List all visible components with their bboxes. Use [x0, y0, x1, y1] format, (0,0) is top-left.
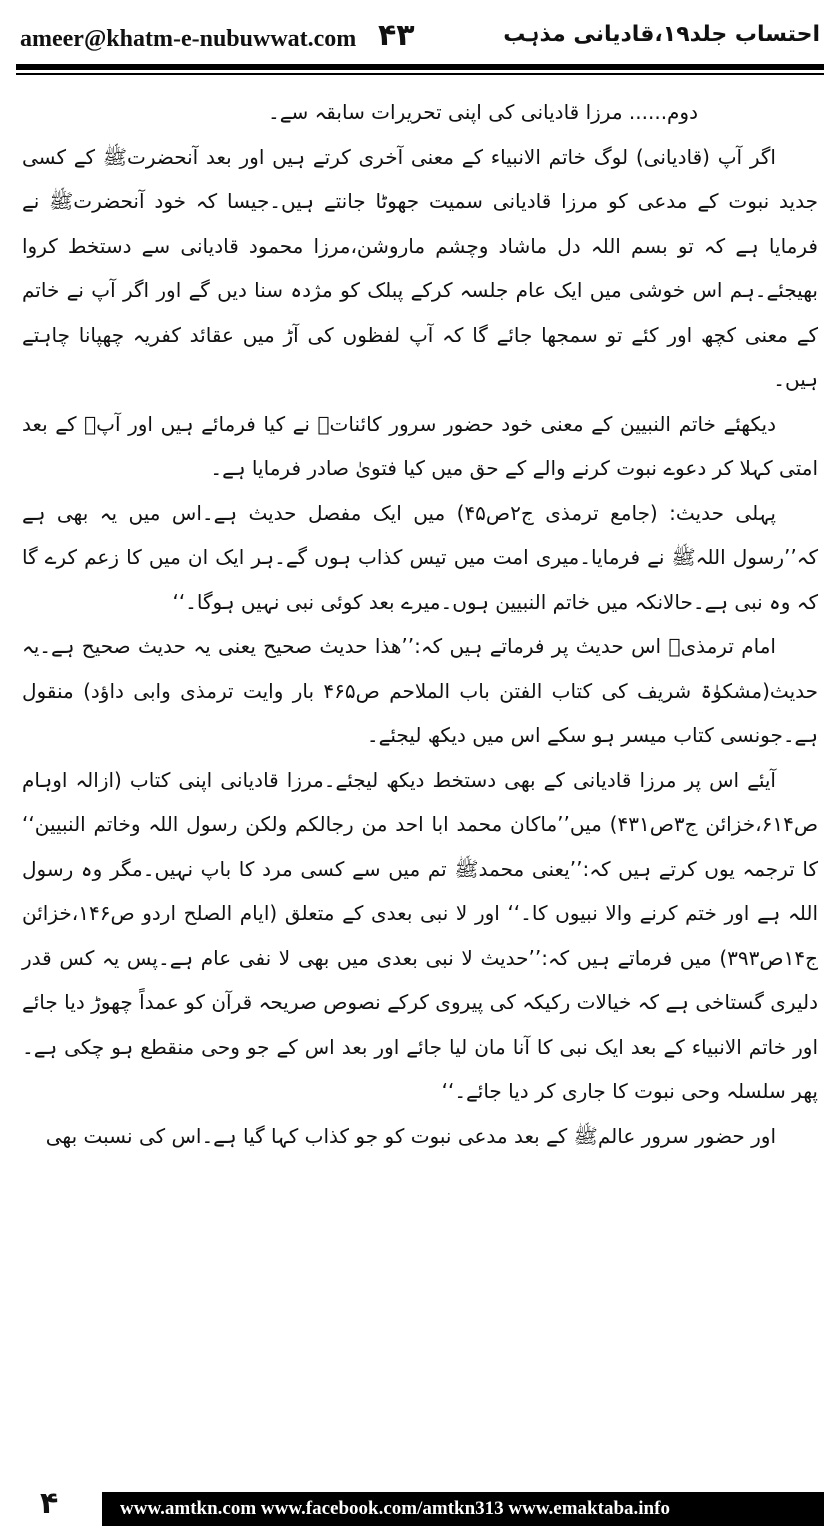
- paragraph: اور حضور سرور عالمﷺ کے بعد مدعی نبوت کو جو کذاب کہا گیا ہے۔اس کی نسبت بھی: [45, 1123, 776, 1148]
- footer-page-number: ۴: [40, 1486, 59, 1521]
- footer-links[interactable]: www.amtkn.com www.facebook.com/amtkn313 www.emaktaba.info: [120, 1498, 670, 1519]
- paragraph: دیکھئے خاتم النبیین کے معنی خود حضور سرور کائناتﷺ نے کیا فرمائے ہیں اور آپؐ کے بعد امتی کہلا کر دعوے نبوت کرنے والے کے حق میں کیا فتویٰ صادر فرمایا ہے۔: [22, 411, 818, 480]
- paragraph: امام ترمذیؒ اس حدیث پر فرماتے ہیں کہ:’’ھذا حدیث صحیح یعنی یہ حدیث صحیح ہے۔یہ حدیث(مشکوٰۃ شریف کی کتاب الفتن باب الملاحم ص۴۶۵ بار وایت ترمذی وابی داؤد) منقول ہے۔جونسی کتاب میسر ہو سکے اس میں دیکھ لیجئے۔: [22, 634, 818, 747]
- header-divider-thin: [16, 73, 824, 75]
- paragraph: آیئے اس پر مرزا قادیانی کے بھی دستخط دیکھ لیجئے۔مرزا قادیانی اپنی کتاب (ازالہ اوہام ص۶۱۴،خزائن ج۳ص۴۳۱) میں’’ماکان محمد ابا احد من رجالکم ولکن رسول اللہ وخاتم النبیین‘‘ کا ترجمہ یوں کرتے ہیں کہ:’’یعنی محمدﷺ تم میں سے کسی مرد کا باپ نہیں۔مگر وہ رسول اللہ ہے اور ختم کرنے والا نبیوں کا۔‘‘ اور لا نبی بعدی کے متعلق (ایام الصلح اردو ص۱۴۶،خزائن ج۱۴ص۳۹۳) میں فرماتے ہیں کہ:’’حدیث لا نبی بعدی میں بھی لا نفی عام ہے۔پس یہ کس قدر دلیری گستاخی ہے کہ خیالات رکیکہ کی پیروی کرکے نصوص صریحہ قرآن کو عمداً چھوڑ دیا جائے اور خاتم الانبیاء کے بعد ایک نبی کا آنا مان لیا جائے اور بعد اس کے جو وحی منقطع ہو چکی ہے۔پھر سلسلہ وحی نبوت کا جاری کر دیا جائے۔‘‘: [22, 767, 818, 1103]
- paragraph: پہلی حدیث: (جامع ترمذی ج۲ص۴۵) میں ایک مفصل حدیث ہے۔اس میں یہ بھی ہے کہ’’رسول اللہﷺ نے فرمایا۔میری امت میں تیس کذاب ہوں گے۔ہر ایک ان میں کا زعم کرے گا کہ وہ نبی ہے۔حالانکہ میں خاتم النبیین ہوں۔میرے بعد کوئی نبی نہیں ہوگا۔‘‘: [22, 500, 818, 614]
- header-email: ameer@khatm-e-nubuwwat.com: [20, 26, 357, 52]
- page-footer: [16, 1486, 824, 1526]
- page-body: [22, 90, 818, 1420]
- page-header: [16, 16, 824, 60]
- header-divider-thick: [16, 64, 824, 70]
- header-book-title: احتساب جلد۱۹،قادیانی مذہب: [503, 22, 820, 47]
- header-page-number: ۴۳: [378, 18, 415, 53]
- paragraph: اگر آپ (قادیانی) لوگ خاتم الانبیاء کے معنی آخری کرتے ہیں اور بعد آنحضرتﷺ کے کسی جدید نبوت کے مدعی کو مرزا قادیانی سمیت جھوٹا جانتے ہیں۔جیسا کہ خود آنحضرتﷺ نے فرمایا ہے کہ تو بسم اللہ دل ماشاد وچشم ماروشن،مرزا محمود قادیانی سے دستخط کروا بھیجئے۔ہم اس خوشی میں ایک عام جلسہ کرکے پبلک کو مژدہ سنا دیں گے اور اگر آپ نے خاتم کے معنی کچھ اور کئے تو سمجھا جائے گا کہ آپ لفظوں کی آڑ میں عقائد کفریہ چھپانا چاہتے ہیں۔: [22, 144, 818, 391]
- section-heading: دوم...... مرزا قادیانی کی اپنی تحریرات سابقہ سے۔: [268, 100, 698, 124]
